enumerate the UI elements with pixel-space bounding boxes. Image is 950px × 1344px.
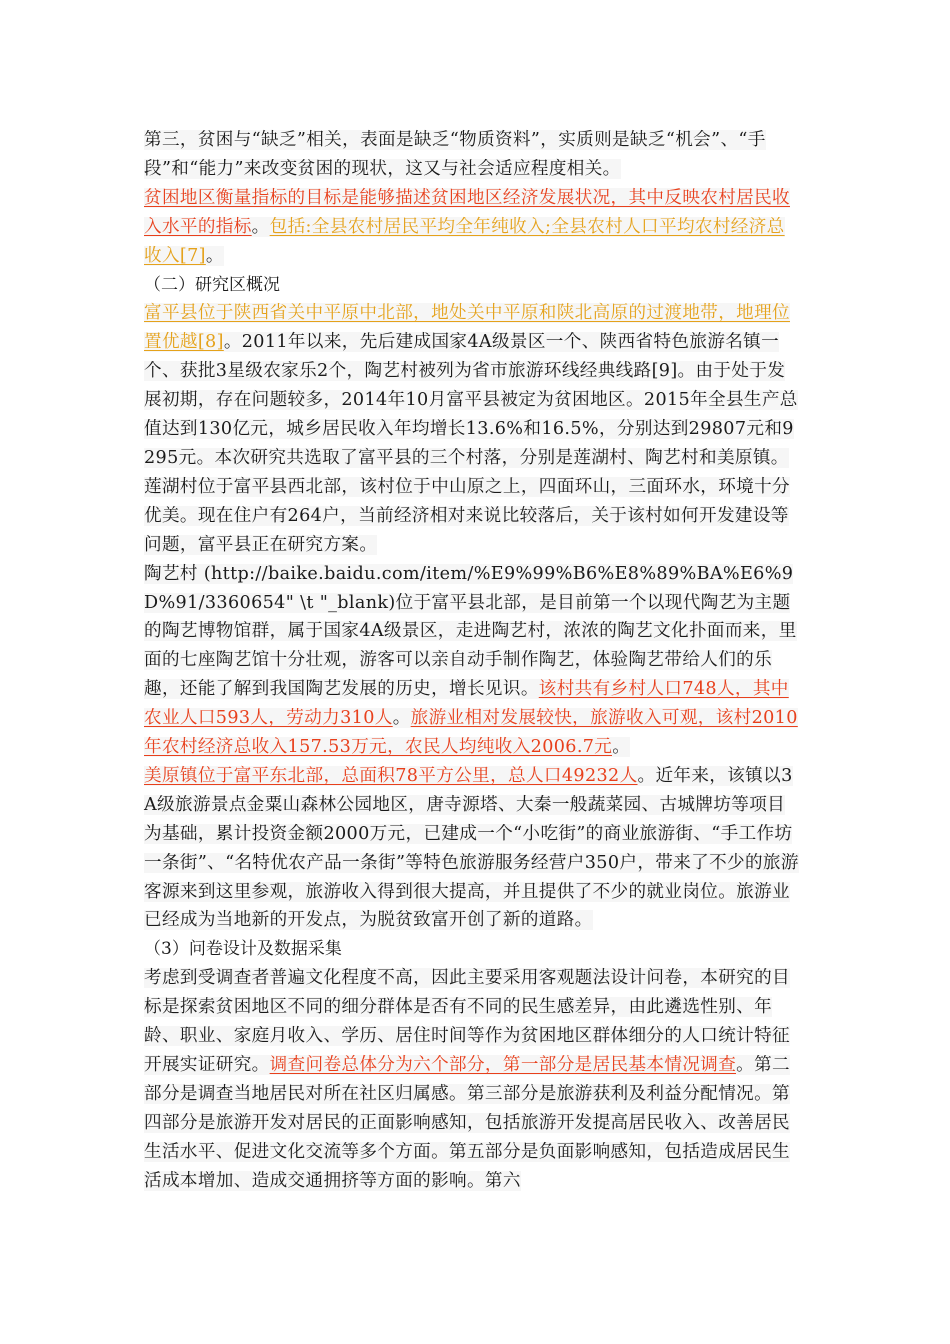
section-heading-study-area: （二）研究区概况 xyxy=(144,274,280,295)
paragraph-fuping-overview xyxy=(144,299,800,472)
highlight-red-run: 旅游业相对发展较快，旅游收入可观，该村2010年农村经济总收入157.53万元，农民人均纯收入2006.7元 xyxy=(144,708,798,758)
highlight-red-run: 调查问卷总体分为六个部分，第一部分是居民基本情况调查 xyxy=(269,1055,737,1075)
section-heading-questionnaire: （3）问卷设计及数据采集 xyxy=(144,939,342,960)
paragraph-poverty-indicator xyxy=(144,184,800,271)
text-run: 第三，贫困与“缺乏”相关，表面是缺乏“物质资料”，实质则是缺乏“机会”、“手段”和“能力”来改变贫困的现状，这又与社会适应程度相关。 xyxy=(144,130,766,179)
highlight-red-run: 贫困地区衡量指标的目标是能够描述贫困地区经济发展状况，其中反映农村居民收入水平的指标 xyxy=(144,187,790,237)
text-run: 。 xyxy=(251,216,270,237)
highlight-red-run: 美原镇位于富平东北部，总面积78平方公里，总人口49232人 xyxy=(144,765,638,786)
paragraph-lianhu-village xyxy=(144,473,800,560)
text-run: 。近年来，该镇以3A级旅游景点金粟山森林公园地区，唐寺源塔、大秦一般蔬菜园、古城牌坊等项目为基础，累计投资金额2000万元，已建成一个“小吃街”的商业旅游街、“手工作坊一条街”、“名特优农产品一条街”等特色旅游服务经营户350户，带来了不少的旅游客源来到这里参观，旅游收入得到很大提高，并且提供了不少的就业岗位。旅游业已经成为当地新的开发点，为脱贫致富开创了新的道路。 xyxy=(144,765,799,931)
paragraph-poverty-lack xyxy=(144,126,800,184)
paragraph-questionnaire-design xyxy=(144,964,800,1195)
text-run: 莲湖村位于富平县西北部，该村位于中山原之上，四面环山，三面环水，环境十分优美。现在住户有264户，当前经济相对来说比较落后，关于该村如何开发建设等问题，富平县正在研究方案。 xyxy=(144,476,790,555)
paragraph-meiyuan-town xyxy=(144,762,800,935)
highlight-red-run: 该村共有乡村人口748人，其中农业人口593人，劳动力310人 xyxy=(144,679,789,729)
text-run: 。 xyxy=(205,245,224,266)
text-run: 考虑到受调查者普遍文化程度不高，因此主要采用客观题法设计问卷，本研究的目标是探索贫困地区不同的细分群体是否有不同的民生感差异，由此遴选性别、年龄、职业、家庭月收入、学历、居住时间等作为贫困地区群体细分的人口统计特征开展实证研究。 xyxy=(144,968,790,1075)
text-run: 。2011年以来，先后建成国家4A级景区一个、陕西省特色旅游名镇一个、获批3星级农家乐2个，陶艺村被列为省市旅游环线经典线路[9]。由于处于发展初期，存在问题较多，2014年10月富平县被定为贫困地区。2015年全县生产总值达到130亿元，城乡居民收入年均增长13.6%和16.5%，分别达到29807元和9295元。本次研究共选取了富平县的三个村落，分别是莲湖村、陶艺村和美原镇。 xyxy=(144,332,798,468)
text-run: 陶艺村 (http://baike.baidu.com/item/%E9%99%B6%E8%89%BA%E6%9D%91/3360654" \t "_blank)位于富平县北部，是目前第一个以现代陶艺为主题的陶艺博物馆群，属于国家4A级景区，走进陶艺村，浓浓的陶艺文化扑面而来，里面的七座陶艺馆十分壮观，游客可以亲自动手制作陶艺，体验陶艺带给人们的乐趣，还能了解到我国陶艺发展的历史，增长见识。 xyxy=(144,563,797,700)
text-run: 。 xyxy=(612,737,631,758)
highlight-yellow-run: 富平县位于陕西省关中平原中北部，地处关中平原和陕北高原的过渡地带，地理位置优越[8] xyxy=(144,303,790,353)
text-run: 。 xyxy=(392,708,411,729)
text-run: 。第二部分是调查当地居民对所在社区归属感。第三部分是旅游获利及利益分配情况。第四部分是旅游开发对居民的正面影响感知，包括旅游开发提高居民收入、改善居民生活水平、促进文化交流等多个方面。第五部分是负面影响感知，包括造成居民生活成本增加、造成交通拥挤等方面的影响。第六 xyxy=(144,1055,790,1191)
highlight-yellow-run: 包括:全县农村居民平均全年纯收入;全县农村人口平均农村经济总收入[7] xyxy=(144,216,785,266)
paragraph-taoyi-village xyxy=(144,560,800,762)
